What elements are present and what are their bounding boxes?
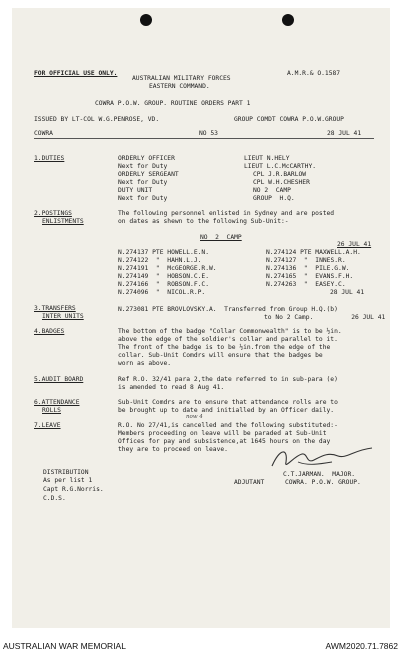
order-date: 28 JUL 41 [327, 130, 362, 137]
list-item: N.274165 " EVANS.F.H. [266, 273, 354, 280]
official-use-label: FOR OFFICIAL USE ONLY. [34, 70, 118, 77]
group-label: COWRA. P.O.W. GROUP. [285, 479, 361, 486]
camp-heading: NO 2 CAMP [200, 234, 242, 241]
badges-text: collar. Sub-Unit Comdrs will ensure that the badges be [118, 352, 323, 359]
rolls-heading: ROLLS [42, 407, 61, 414]
signatory-name: C.T.JARMAN. MAJOR. [283, 471, 356, 478]
footer-reference: AWM2020.71.7862 [325, 641, 398, 651]
duty-person: NO 2 CAMP [253, 187, 291, 194]
duty-person: GROUP H.Q. [253, 195, 295, 202]
distribution-line: As per list 1 [43, 477, 93, 484]
attendance-text: be brought up to date and initialled by an Officer daily. [118, 407, 335, 414]
reference-number: A.M.R.& O.1587 [287, 70, 341, 77]
list-item-date: 28 JUL 41 [330, 289, 365, 296]
list-item: N.274191 " McGEORGE.R.W. [118, 265, 217, 272]
duty-role: Next for Duty [118, 163, 168, 170]
transfers-heading: 3.TRANSFERS [34, 305, 76, 312]
list-item: N.274096 " NICOL.R.P. [118, 289, 206, 296]
punch-hole-icon [282, 14, 294, 26]
divider [34, 138, 374, 139]
handwritten-annotation: now 4 [186, 414, 203, 420]
badges-text: above the edge of the soldier's collar and parallel to it. [118, 336, 338, 343]
badges-text: The bottom of the badge "Collar Commonwealth" is to be ½in. [118, 328, 342, 335]
command-title: EASTERN COMMAND. [149, 83, 210, 90]
distribution-line: Capt R.G.Norris. [43, 486, 104, 493]
attendance-heading: 6.ATTENDANCE [34, 399, 80, 406]
list-item: N.274124 PTE MAXWELL.A.H. [266, 249, 361, 256]
duty-role: DUTY UNIT [118, 187, 153, 194]
postings-text: The following personnel enlisted in Sydney and are posted [118, 210, 335, 217]
badges-heading: 4.BADGES [34, 328, 65, 335]
routine-orders-title: COWRA P.O.W. GROUP. ROUTINE ORDERS PART 1 [95, 100, 251, 107]
duty-role: ORDERLY OFFICER [118, 155, 175, 162]
attendance-text: Sub-Unit Comdrs are to ensure that attendance rolls are to [118, 399, 338, 406]
duty-role: Next for Duty [118, 195, 168, 202]
postings-heading: 2.POSTINGS [34, 210, 72, 217]
handwritten-signature-icon [268, 444, 378, 472]
audit-heading: 5.AUDIT BOARD [34, 376, 84, 383]
duty-person: CPL J.R.BARLOW [253, 171, 307, 178]
audit-text: Ref R.O. 32/41 para 2,the date referred to in sub-para (e) [118, 376, 338, 383]
place-label: COWRA [34, 130, 53, 137]
duties-heading: 1.DUTIES [34, 155, 65, 162]
transfers-text: N.273081 PTE BROVLOVSKY.A. Transferred from Group H.Q.(b) [118, 306, 338, 313]
footer-bar [0, 639, 401, 653]
badges-text: The front of the badge is to be ½in.from the edge of the [118, 344, 331, 351]
distribution-heading: DISTRIBUTION [43, 469, 89, 476]
duty-person: LIEUT N.HELY [244, 155, 290, 162]
forces-title: AUSTRALIAN MILITARY FORCES [132, 75, 231, 82]
list-item: N.274137 PTE HOWELL.E.N. [118, 249, 209, 256]
duty-person: CPL W.H.CHESHER [253, 179, 310, 186]
leave-text: Offices for pay and subsistence,at 1645 hours on the day [118, 438, 331, 445]
leave-text: they are to proceed on leave. [118, 446, 228, 453]
group-comdt: GROUP COMDT COWRA P.O.W.GROUP [234, 116, 344, 123]
postings-text: on dates as shewn to the following Sub-Unit:- [118, 218, 289, 225]
list-item: N.274122 " HAHN.L.J. [118, 257, 202, 264]
duty-person: LIEUT L.C.McCARTHY. [244, 163, 317, 170]
list-item: N.274166 " ROBSON.F.C. [118, 281, 209, 288]
audit-text: is amended to read 8 Aug 41. [118, 384, 225, 391]
leave-heading: 7.LEAVE [34, 422, 61, 429]
list-item: N.274127 " INNES.R. [266, 257, 346, 264]
enlistments-heading: ENLISTMENTS [42, 218, 84, 225]
list-item: N.274149 " HOBSON.C.E. [118, 273, 209, 280]
distribution-line: C.D.S. [43, 495, 66, 502]
punch-hole-icon [140, 14, 152, 26]
issued-by: ISSUED BY LT-COL W.G.PENROSE, VD. [34, 116, 160, 123]
leave-text: Members proceeding on leave will be paraded at Sub-Unit [118, 430, 327, 437]
list-item: N.274263 " EASEY.C. [266, 281, 346, 288]
transfers-text: to No 2 Camp. 26 JUL 41 [264, 314, 386, 321]
duty-role: ORDERLY SERGEANT [118, 171, 179, 178]
list-item: N.274136 " PILE.G.W. [266, 265, 350, 272]
badges-text: worn as above. [118, 360, 172, 367]
leave-text: R.O. No 27/41,is cancelled and the following substituted:- [118, 422, 338, 429]
inter-units-heading: INTER UNITS [42, 313, 84, 320]
order-number: NO 53 [199, 130, 218, 137]
posting-date: 26 JUL 41 [337, 241, 372, 248]
adjutant-label: ADJUTANT [234, 479, 265, 486]
footer-source: AUSTRALIAN WAR MEMORIAL [3, 641, 126, 651]
duty-role: Next for Duty [118, 179, 168, 186]
